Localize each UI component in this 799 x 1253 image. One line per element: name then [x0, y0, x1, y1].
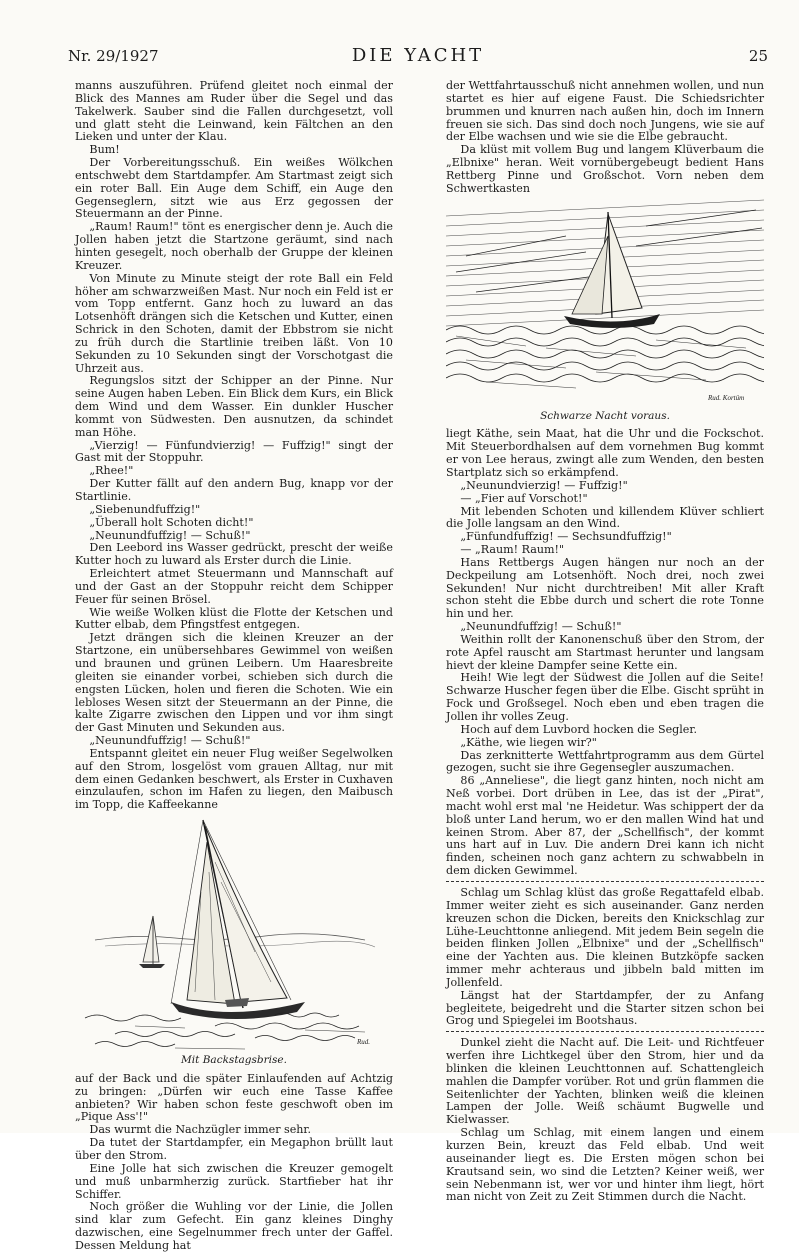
paragraph: „Neunundfuffzig! — Schuß!" [89, 528, 251, 542]
paragraph: Der Kutter fällt auf den andern Bug, knapp vor der Startlinie. [75, 477, 393, 503]
sailboat-illustration [75, 812, 393, 1052]
paragraph: „Käthe, wie liegen wir?" [460, 735, 597, 749]
figure-caption: Schwarze Nacht voraus. [540, 409, 670, 422]
paragraph: auf der Back und die später Einlaufenden auf Achtzig zu bringen: „Dürfen wir euch eine Tasse Kaffee anbieten? Wir haben schon feste geschwoft oben im „Pique Ass'!" [75, 1071, 393, 1124]
paragraph: Erleichtert atmet Steuermann und Mannschaft auf und der Gast an der Stoppuhr reicht dem Schipper Feuer für seinen Brösel. [75, 567, 393, 606]
page-number: 25 [748, 47, 768, 65]
paragraph: manns auszuführen. Prüfend gleitet noch einmal der Blick des Mannes am Ruder über die Segel und das Takelwerk. Sauber sind die Fallen durchgesetzt, voll und glatt steht die Leinwand, kein Fältchen an den Lieken und unter der Klau. [75, 79, 393, 144]
paragraph: Noch größer die Wuhling vor der Linie, die Jollen sind klar zum Gefecht. Ein ganz kleines Dinghy dazwischen, eine Segelnummer frech unter der Gaffel. Dessen Meldung hat [75, 1200, 393, 1252]
paragraph: Schlag um Schlag klüst das große Regattafeld elbab. Immer weiter zieht es sich auseinander. Ganz nerden kreuzen schon die Dicken, bereits den Knickschlag zur Lühe-Leuchttonne anliegend. Mit jedem Bein segeln die beiden flinken Jollen „Elbnixe" und der „Schellfisch" eine der Yachten aus. Die kleinen Butzköpfe sacken immer mehr achteraus und jibbeln bald mitten im Jollenfeld. [446, 885, 764, 989]
paragraph: Dunkel zieht die Nacht auf. Die Leit- und Richtfeuer werfen ihre Lichtkegel über den Strom, hier und da blinken die kleinen Leuchttonnen auf. Schattengleich mahlen die Dampfer vorüber. Rot und grün flammen die Seitenlichter der Yachten, blinken weiß die kleinen Lampen der Jolle. Weiß schäumt Bugwelle und Kielwasser. [446, 1036, 764, 1127]
left-column-text-bottom [75, 1073, 393, 1253]
paragraph: Der Vorbereitungsschuß. Ein weißes Wölkchen entschwebt dem Startdampfer. Am Startmast zeigt sich ein roter Ball. Ein Auge dem Schiff, ein Auge den Gegenseglern, sitzt wie aus Erz gegossen der Steuermann an der Pinne. [75, 156, 393, 221]
section-divider [446, 881, 764, 882]
figure-backstagsbrise [75, 812, 393, 1067]
right-column [446, 80, 764, 1204]
right-column-text-section2 [446, 887, 764, 1028]
issue-number: Nr. 29/1927 [68, 47, 159, 65]
paragraph: Entspannt gleitet ein neuer Flug weißer Segelwolken auf den Strom, losgelöst vom grauen Alltag, nur mit dem einen Gedanken beschwert, als Erster in Cuxhaven einzulaufen, schon im Hafen zu liegen, den Maibusch im Topp, die Kaffeekanne [75, 746, 393, 812]
paragraph: Weithin rollt der Kanonenschuß über den Strom, der rote Apfel rauscht am Startmast herunter und langsam hievt der kleine Dampfer seine Kette ein. [446, 632, 764, 672]
paragraph: Hoch auf dem Luvbord hocken die Segler. [460, 722, 697, 736]
paragraph: Jetzt drängen sich die kleinen Kreuzer an der Startzone, ein unübersehbares Gewimmel von weißen und braunen und grünen Leibern. Um Haaresbreite gleiten sie einander vorbei, schieben sich durch die engsten Lücken, holen und fieren die Schoten. Wie ein lebloses Wesen sitzt der Steuermann an der Pinne, die kalte Zigarre zwischen den Lippen und vor ihm singt der Gast Minuten und Sekunden aus. [75, 631, 393, 735]
paragraph: „Neunundfuffzig! — Schuß!" [460, 620, 622, 634]
paragraph: der Wettfahrtausschuß nicht annehmen wollen, und nun startet es hier auf eigene Faust. Die Schiedsrichter brummen und knurren nach außen hin, doch im Innern freuen sie sich. Das sind doch noch Jungens, wie sie auf der Elbe wachsen und wie sie die Elbe gebraucht. [446, 79, 764, 144]
left-column [75, 80, 393, 1253]
paragraph: „Neunundfuffzig! — Schuß!" [89, 734, 251, 748]
paragraph: liegt Käthe, sein Maat, hat die Uhr und die Fockschot. Mit Steuerbordhalsen auf dem vornehmen Bug kommt er von Lee heraus, zwingt alle zum Wenden, den besten Startplatz sich so erkämpfend. [446, 427, 764, 479]
paragraph: „Überall holt Schoten dicht!" [89, 515, 254, 529]
paragraph: Das wurmt die Nachzügler immer sehr. [89, 1123, 312, 1137]
masthead-title: DIE YACHT [351, 45, 485, 66]
paragraph: „Neunundvierzig! — Fuffzig!" [460, 478, 628, 492]
paragraph: — „Raum! Raum!" [460, 543, 565, 557]
right-column-text-top [446, 80, 764, 196]
paragraph: Da klüst mit vollem Bug und langem Klüverbaum die „Elbnixe" heran. Weit vornübergebeugt bedient Hans Rettberg Pinne und Großschot. Vorn neben dem Schwertkasten [446, 143, 764, 195]
figure-schwarze-nacht [446, 196, 764, 423]
figure-caption: Mit Backstagsbrise. [181, 1054, 287, 1067]
paragraph: Regungslos sitzt der Schipper an der Pinne. Nur seine Augen haben Leben. Ein Blick dem Kurs, ein Blick dem Wind und dem Wasser. Ein dunkler Huscher kommt von Südwesten. Den ausnutzen, da schindet man Höhe. [75, 374, 393, 439]
paragraph: Von Minute zu Minute steigt der rote Ball ein Feld höher am schwarzweißen Mast. Nur noch ein Feld ist er vom Topp entfernt. Ganz hoch zu luward an das Lotsenhöft drängen sich die Ketschen und Kutter, einen Schrick in den Schoten, damit der Ebbstrom sie nicht zu früh durch die Startlinie treiben läßt. Von 10 Sekunden zu 10 Sekunden singt der Vorschotgast die Uhrzeit aus. [75, 271, 393, 375]
paragraph: Den Leebord ins Wasser gedrückt, prescht der weiße Kutter hoch zu luward als Erster durch die Linie. [75, 541, 393, 568]
paragraph: Bum! [89, 143, 120, 157]
section-divider [446, 1031, 764, 1032]
paragraph: Da tutet der Startdampfer, ein Megaphon brüllt laut über den Strom. [75, 1136, 393, 1162]
page-header [68, 47, 768, 69]
right-column-text-middle [446, 428, 764, 878]
paragraph: Wie weiße Wolken klüst die Flotte der Ketschen und Kutter elbab, dem Pfingstfest entgegen. [75, 605, 393, 632]
paragraph: Das zerknitterte Wettfahrtprogramm aus dem Gürtel gezogen, sucht sie ihre Gegensegler auszumachen. [446, 748, 764, 775]
paragraph: Schlag um Schlag, mit einem langen und einem kurzen Bein, kreuzt das Feld elbab. Und weit auseinander liegt es. Die Ersten mögen schon bei Krautsand sein, wo sind die Letzten? Keiner weiß, wer sein Nebenmann ist, wer vor und hinter ihm liegt, hört man nicht von Zeit zu Zeit Stimmen durch die Nacht. [446, 1126, 764, 1204]
paragraph: „Rhee!" [89, 464, 134, 478]
paragraph: 86 „Anneliese", die liegt ganz hinten, noch nicht am Neß vorbei. Dort drüben in Lee, das ist der „Pirat", macht wohl erst mal 'ne Heidetur. Was schippert der da bloß unter Land herum, wo er den mallen Wind hat und keinen Strom. Aber 87, der „Schellfisch", der kommt uns hart auf in Luv. Die andern Drei kann ich nicht finden, scheinen noch ganz achtern zu schwabbeln in dem dicken Gewimmel. [446, 774, 764, 878]
paragraph: — „Fier auf Vorschot!" [460, 491, 588, 505]
paragraph: „Vierzig! — Fünfundvierzig! — Fuffzig!" singt der Gast mit der Stoppuhr. [75, 438, 393, 465]
night-storm-illustration [446, 196, 764, 408]
paragraph: „Siebenundfuffzig!" [89, 502, 201, 516]
paragraph: Längst hat der Startdampfer, der zu Anfang begleitete, beigedreht und die Starter sitzen schon bei Grog und Spiegelei im Bootshaus. [446, 988, 764, 1028]
paragraph: Eine Jolle hat sich zwischen die Kreuzer gemogelt und muß unbarmherzig zurück. Startfieber hat ihr Schiffer. [75, 1161, 393, 1201]
paragraph: „Raum! Raum!" tönt es energischer denn je. Auch die Jollen haben jetzt die Startzone geräumt, sind nach hinten gesegelt, noch oberhalb der Gruppe der kleinen Kreuzer. [75, 220, 393, 272]
figure-signature: Rud. [357, 1038, 371, 1047]
figure-signature: Rud. Kortüm [708, 393, 745, 402]
paragraph: Heih! Wie legt der Südwest die Jollen auf die Seite! Schwarze Huscher fegen über die Elbe. Gischt sprüht in Fock und Großsegel. Noch eben und eben tragen die Jollen ihr volles Zeug. [446, 671, 764, 723]
paragraph: Hans Rettbergs Augen hängen nur noch an der Deckpeilung am Lotsenhöft. Noch drei, noch zwei Sekunden! Nur nicht durchtreiben! Mit aller Kraft schon steht die Ebbe durch und schert die rote Tonne hin und her. [446, 555, 764, 621]
right-column-text-section3 [446, 1037, 764, 1204]
left-column-text-top [75, 80, 393, 812]
paragraph: Mit lebenden Schoten und killendem Klüver schliert die Jolle langsam an den Wind. [446, 504, 764, 531]
paragraph: „Fünfundfuffzig! — Sechsundfuffzig!" [460, 530, 672, 544]
